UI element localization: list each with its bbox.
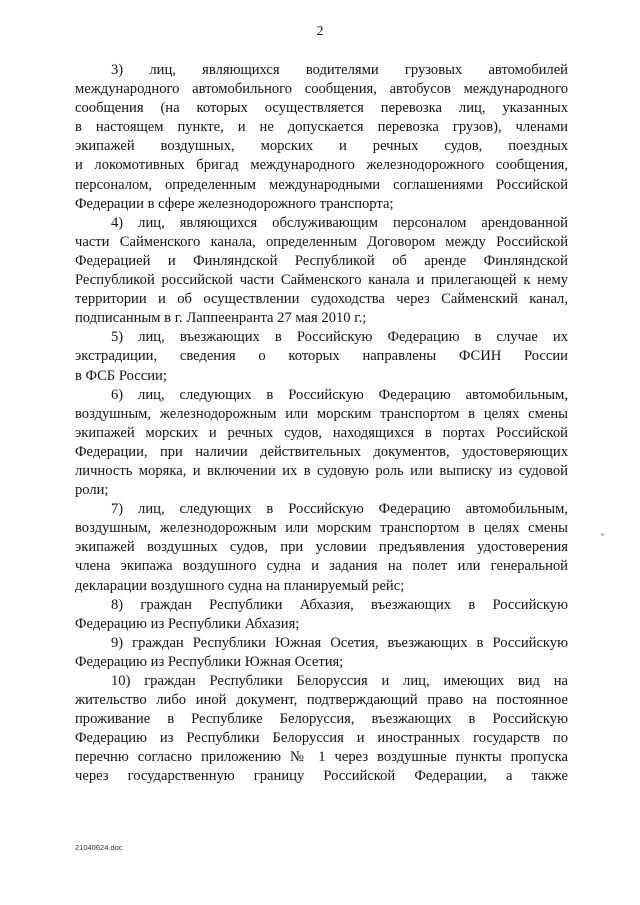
text-line: 3) лиц, являющихся водителями грузовых автомобилей (111, 62, 568, 78)
text-line: декларации воздушного судна на планируемый рейс; (75, 577, 405, 594)
text-line: экипажей воздушных, морских и речных судов, поездных (75, 138, 568, 155)
text-line: Республикой российской части Сайменского канала и прилегающей к нему (75, 272, 568, 289)
text-line: территории и об осуществлении судоходства через Сайменский канал, (75, 291, 568, 308)
text-line: Федерацией и Финляндской Республикой об аренде Финляндской (75, 252, 568, 269)
text-line: роли; (75, 482, 109, 499)
text-line: и локомотивных бригад международного железнодорожного сообщения, (75, 157, 568, 174)
text-line: персоналом, определенным международными соглашениями Российской (75, 176, 568, 193)
text-line: 7) лиц, следующих в Российскую Федерацию автомобильным, (111, 501, 568, 518)
text-line: Федерации в сфере железнодорожного транспорта; (75, 195, 394, 212)
paragraph-item-10 (75, 672, 568, 787)
paragraph-item-4 (75, 214, 568, 329)
paragraph-item-6 (75, 386, 568, 501)
text-line: Федерацию из Республики Белоруссия и иностранных государств по (75, 730, 568, 747)
text-line: через государственную границу Российской Федерации, а также (75, 768, 568, 785)
paragraph-item-9 (75, 634, 568, 672)
paragraph-item-7 (75, 500, 568, 595)
text-line: жительство либо иной документ, подтверждающий право на постоянное (75, 692, 568, 709)
text-line: 5) лиц, въезжающих в Российскую Федерацию в случае их (111, 329, 568, 346)
text-line: Федерации, при наличии действительных документов, удостоверяющих (75, 443, 568, 460)
text-line: сообщения (на которых осуществляется перевозка лиц, указанных (75, 100, 568, 117)
text-line: личность моряка, и включении их в судовую роль или выписку из судовой (75, 462, 568, 479)
text-line: экипажей воздушных судов, при условии предъявления удостоверения (75, 539, 568, 556)
page-number: 2 (316, 24, 324, 39)
file-name-footer: 21040624.doc (75, 843, 123, 852)
text-line: подписанным в г. Лаппеенранта 27 мая 2010 г.; (75, 310, 367, 327)
text-line: 6) лиц, следующих в Российскую Федерацию автомобильным, (111, 386, 568, 403)
document-body (75, 61, 568, 787)
text-line: проживание в Республике Белоруссия, въезжающих в Российскую (75, 711, 568, 728)
text-line: Федерацию из Республики Абхазия; (75, 615, 300, 632)
text-line: 9) граждан Республики Южная Осетия, въезжающих в Российскую (111, 634, 568, 651)
text-line: экипажей морских и речных судов, находящихся в портах Российской (75, 424, 568, 441)
text-line: экстрадиции, сведения о которых направлены ФСИН России (75, 348, 568, 365)
text-line: 8) граждан Республики Абхазия, въезжающих в Российскую (111, 596, 568, 613)
text-line: 10) граждан Республики Белоруссия и лиц, имеющих вид на (111, 673, 568, 689)
text-line: в настоящем пункте, и не допускается перевозка грузов), членами (75, 119, 568, 136)
scan-speck (601, 533, 604, 536)
text-line: члена экипажа воздушного судна и задания на полет или генеральной (75, 558, 568, 575)
text-line: 4) лиц, являющихся обслуживающим персоналом арендованной (111, 214, 568, 231)
text-line: Федерацию из Республики Южная Осетия; (75, 653, 344, 670)
text-line: перечню согласно приложению № 1 через воздушные пункты пропуска (75, 749, 568, 766)
text-line: воздушным, железнодорожным или морским транспортом в целях смены (75, 520, 568, 537)
paragraph-item-8 (75, 596, 568, 634)
text-line: воздушным, железнодорожным или морским транспортом в целях смены (75, 405, 568, 422)
text-line: международного автомобильного сообщения, автобусов международного (75, 81, 568, 98)
text-line: в ФСБ России; (75, 367, 167, 384)
text-line: части Сайменского канала, определенным Договором между Российской (75, 233, 568, 250)
paragraph-item-5 (75, 328, 568, 385)
paragraph-item-3 (75, 61, 568, 214)
